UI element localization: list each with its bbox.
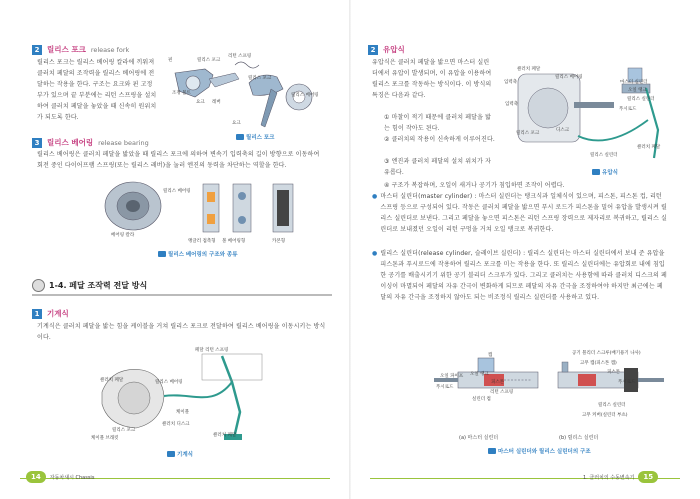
section-title: 릴리스 포크 (47, 45, 86, 54)
section-number-badge: 2 (368, 45, 378, 55)
pedal-bracket-shape (202, 354, 262, 380)
cylinder-structure-caption (488, 447, 591, 455)
figure-icon (488, 448, 496, 454)
figure-label: 고무 커버(실린더 부츠) (582, 413, 628, 418)
mechanical-caption (167, 450, 193, 458)
section-title: 릴리스 베어링 (47, 138, 94, 147)
figure-label: 입력축 (505, 102, 519, 107)
bullet-text: 마스터 실린더(master cylinder) : 마스터 실린더는 탱크식과 일체식이 있으며, 피스톤, 피스톤 컵, 리턴 스프링 등으로 구성되어 있다. 작동은 클러치 페달을 밟으면 푸시 로드가 피스톤을 밀어 유압을 발생시켜 릴리스 실린더로 보낸다. 그리고 페달을 놓으면 피스톤은 리턴 스프링 장력으로 제자리로 복귀하고, 릴리스 실린더로 보내졌던 오일이 리턴 구멍을 거쳐 오일 탱크로 복귀한다. (380, 193, 667, 233)
figure-label: 캡 (488, 353, 493, 358)
figure-label: 클러치 페달 (100, 378, 124, 383)
release-fork-heading (32, 44, 129, 55)
figure-label: 핀 (168, 58, 173, 63)
section-title-english: release bearing (98, 138, 149, 147)
release-bearing-text: 릴리스 베어링은 클러치 페달을 밟았을 때 릴리스 포크에 의하여 변속기 입력축의 길이 방향으로 이동하여 회전 중인 다이어프램 스프링(또는 릴리스 레버)을 눌러 엔진의 동력을 차단하는 역할을 한다. (37, 151, 320, 169)
figure-label: 요크 (232, 121, 241, 126)
hydraulic-intro: 유압식은 클러치 페달을 밟으면 마스터 실린더에서 유압이 발생되며, 이 유압을 이용하여 릴리스 포크를 작동하는 방식이다. 이 방식의 특징은 다음과 같다. (372, 59, 492, 99)
figure-label: 릴리스 베어링 (555, 75, 583, 80)
figure-label: 카본형 (272, 239, 286, 244)
figure-label: 요크 (196, 100, 205, 105)
clutch-pedal-arm-shape (222, 356, 240, 438)
footer-left (26, 471, 94, 483)
section-number-badge: 1 (32, 309, 42, 319)
footer-right (583, 471, 658, 483)
figure-label: 릴리스 베어링 (291, 93, 319, 98)
mechanical-text: 기계식은 클러치 페달을 밟는 힘을 케이블을 거쳐 릴리스 포크로 전달하여 릴리스 베어링을 이동시키는 방식이다. (37, 323, 326, 341)
figure-label: 릴리스 포크 (248, 76, 272, 81)
figure-label: 케이블 (176, 410, 190, 415)
yoke-hole-shape (186, 76, 200, 90)
figure-label: 릴리스 실린더 (590, 153, 618, 158)
feature-item: ① 마찰이 적기 때문에 클러치 페달을 밟는 힘이 작아도 된다. (384, 114, 492, 132)
page-number: 15 (638, 471, 658, 483)
figure-label: 푸시로드 (436, 385, 454, 390)
figure-label: 앵귤러 접촉형 (188, 239, 216, 244)
chapter-title: 1-4. 페달 조작력 전달 방식 (49, 281, 148, 290)
hydraulic-caption (592, 168, 618, 176)
caption-text: 마스터 실린더와 릴리스 실린더의 구조 (498, 449, 591, 455)
release-bearing-heading (32, 137, 149, 148)
figure-icon (167, 451, 175, 457)
figure-label: 고무 캡(피스톤 캡) (580, 361, 617, 366)
release-cylinder-drawing (558, 362, 664, 392)
figure-icon (592, 169, 600, 175)
release-fork-text: 릴리스 포크는 릴리스 베어링 칼라에 끼워져 클러치 페달의 조작력을 릴리스 베어링에 전달하는 작용을 한다. 구조는 요크와 핀 고정부가 있으며 끝 부분에는 리턴 스프링을 설치하여 클러치 페달을 놓았을 때 신속히 원위치가 되도록 한다. (37, 59, 157, 121)
figure-label: 릴리스 실린더 (627, 97, 655, 102)
release-bearing-photo (105, 182, 161, 230)
clutch-cover-shape (528, 88, 568, 128)
figure-label: 푸시로드 (619, 107, 637, 112)
page-fold (349, 0, 351, 499)
master-cylinder-subcaption: (a) 마스터 실린더 (459, 435, 499, 441)
figure-label: 조정 볼트 (172, 91, 191, 96)
section-title: 유압식 (383, 45, 405, 54)
master-cylinder-bullet (372, 191, 668, 235)
release-cylinder-bullet (372, 248, 668, 303)
clutch-disc-shape (118, 382, 150, 414)
chapter-heading (32, 279, 147, 292)
figure-label: 피스톤 (607, 370, 621, 375)
gear-icon (32, 279, 45, 292)
section-title-english: release fork (90, 45, 130, 54)
section-title: 기계식 (47, 309, 69, 318)
figure-label: 릴리스 포크 (112, 428, 136, 433)
figure-label: 페달 리턴 스프링 (195, 348, 229, 353)
ball-bearing-type-drawing (233, 184, 251, 232)
hydraulic-figure (498, 58, 668, 168)
caption-text: 릴리스 베어링의 구조와 종류 (168, 252, 238, 258)
lever-shape (209, 73, 239, 87)
figure-icon (236, 134, 244, 140)
figure-label: 오일 탱크 (470, 372, 489, 377)
hydraulic-heading (368, 44, 405, 55)
figure-label: 오일 탱크 (628, 88, 647, 93)
caption-text: 유압식 (602, 170, 618, 176)
figure-label: 실린더 컵 (472, 397, 491, 402)
figure-label: 클러치 페달 (213, 433, 237, 438)
figure-label: 볼 베어링형 (222, 239, 246, 244)
feature-item: ③ 엔진과 클러치 페달의 설치 위치가 자유롭다. (384, 158, 492, 176)
angular-contact-type-drawing (203, 184, 219, 232)
feature-item: ④ 구조가 복잡하며, 오일이 새거나 공기가 침입하면 조작이 어렵다. (384, 182, 565, 189)
release-fork-caption (236, 133, 274, 141)
figure-label: 레버 (212, 100, 221, 105)
figure-label: 베어링 칼라 (111, 233, 135, 238)
page-number: 14 (26, 471, 46, 483)
input-shaft-shape (574, 102, 614, 108)
figure-icon (158, 251, 166, 257)
release-cylinder-subcaption: (b) 릴리스 실린더 (559, 435, 599, 441)
figure-label: 공기 블리더 스크루(배기용기 나사) (572, 351, 641, 356)
chapter-name: 1. 클러치의 수동변속기 (583, 474, 635, 481)
figure-label: 릴리스 포크 (516, 131, 540, 136)
return-spring-shape (235, 62, 259, 68)
figure-label: 오일 파이프 (440, 374, 464, 379)
figure-label: 릴리스 베어링 (163, 189, 191, 194)
figure-label: 리턴 스프링 (228, 54, 252, 59)
hydraulic-line-shape (578, 120, 648, 140)
chapter-rule (32, 294, 332, 296)
bullet-icon: ● (372, 193, 378, 200)
figure-label: 피스톤 (491, 380, 505, 385)
caption-text: 릴리스 포크 (246, 135, 275, 141)
figure-label: 디스크 (556, 128, 570, 133)
figure-label: 리턴 스프링 (490, 390, 514, 395)
figure-label: 케이블 브래킷 (91, 436, 119, 441)
figure-label: 릴리스 실린더 (598, 403, 626, 408)
figure-label: 푸시로드 (618, 380, 636, 385)
figure-label: 입력축 (504, 80, 518, 85)
book-title: 자동차섀시 Chassis (49, 474, 95, 481)
carbon-type-drawing (273, 184, 293, 232)
release-bearing-caption (158, 250, 238, 258)
bullet-icon: ● (372, 250, 378, 257)
section-number-badge: 3 (32, 138, 42, 148)
mechanical-heading (32, 308, 69, 319)
figure-label: 마스터 실린더 (620, 80, 648, 85)
caption-text: 기계식 (177, 452, 193, 458)
figure-label: 클러치 디스크 (162, 422, 190, 427)
feature-item: ② 클러치의 작용이 신속하게 이루어진다. (384, 136, 495, 143)
section-number-badge: 2 (32, 45, 42, 55)
cylinder-structure-figure (428, 356, 668, 426)
figure-label: 릴리스 베어링 (155, 380, 183, 385)
figure-label: 릴리스 포크 (197, 58, 221, 63)
bullet-text: 릴리스 실린더(release cylinder, 슬레이브 실린더) : 릴리스 실린더는 마스터 실린더에서 보내 준 유압을 피스톤과 푸시로드에 작용하여 릴리스 포크를 미는 작용을 한다. 또 릴리스 실린더에는 유압회로 내에 침입한 공기를 배출시키기 위한 공기 블리더 스크루가 있다. 그리고 클러치는 사용함에 따라 클러치 디스크의 페이싱이 마멸되어 페달의 자유 간극이 변화하게 되므로 페달의 자유 간극을 조정하여야 하지만 최근에는 페달의 자유 간극을 조정하지 않아도 되는 비조정식 릴리스 실린더를 사용하고 있다. (380, 250, 667, 301)
figure-label: 클러치 페달 (637, 145, 661, 150)
figure-label: 클러치 페달 (517, 67, 541, 72)
